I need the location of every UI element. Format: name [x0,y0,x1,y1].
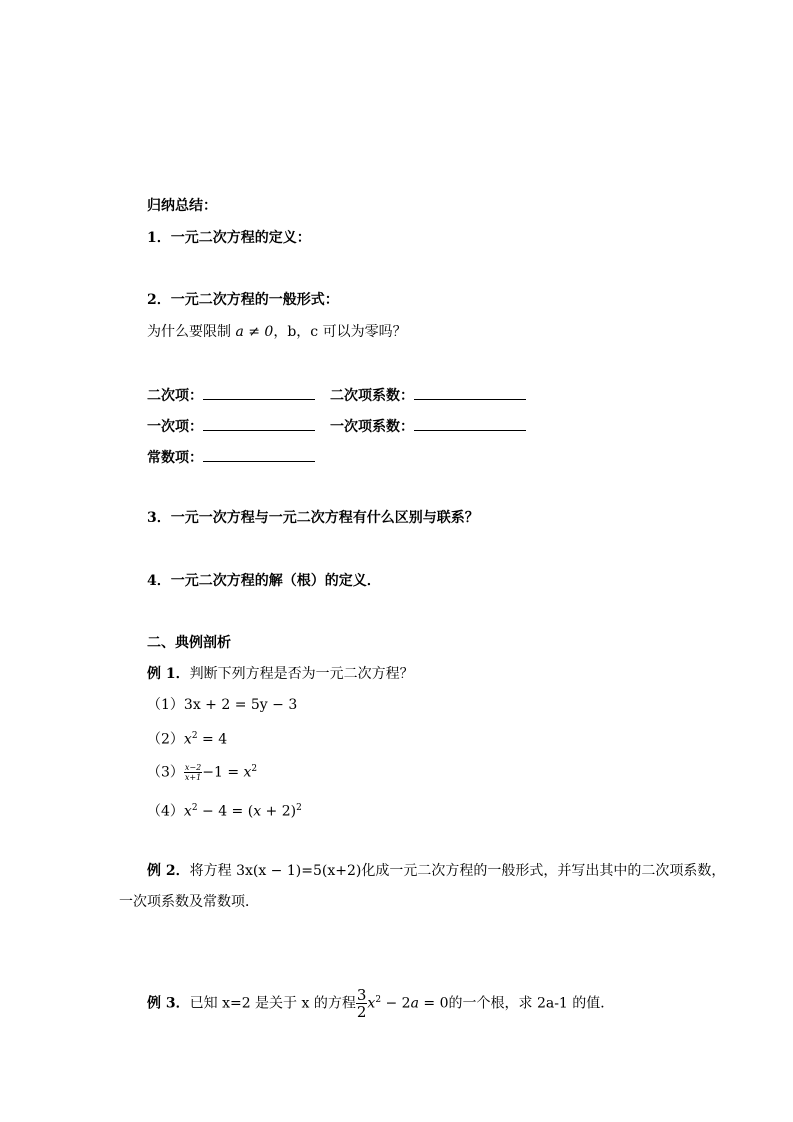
math-exponent: 2 [296,803,302,813]
math-var: x [183,803,192,820]
field-quad-term-label: 二次项： [147,388,203,404]
example-1-item-2 [147,727,227,749]
example-2-label: 例 2． [147,863,190,879]
math-exponent: 2 [251,764,258,774]
math-fraction [184,763,202,782]
example-1-item-4 [147,799,302,821]
lin-term-blank[interactable] [203,416,315,431]
example-3 [147,983,614,1021]
item-expression: 3x + 2 = 5y − 3 [183,697,298,713]
summary-item-1: 1．一元二次方程的定义： [147,230,311,246]
fraction-denominator: 2 [356,1003,367,1022]
field-lin-term [147,416,315,436]
example-3-rest: 的一个根，求 2a-1 的值． [448,995,615,1012]
fraction-numerator: 3 [356,986,367,1005]
summary-heading: 归纳总结： [147,198,217,214]
item-label: （4） [147,803,184,820]
summary-item-4: 4．一元二次方程的解（根）的定义． [147,573,381,589]
summary-item-3: 3．一元一次方程与一元二次方程有什么区别与联系？ [147,510,479,526]
math-exponent: 2 [375,995,382,1005]
const-term-blank[interactable] [203,447,315,462]
lin-coef-blank[interactable] [414,416,526,431]
math-exponent: 2 [191,803,198,813]
item-label: （2） [147,731,184,748]
example-3-text: 已知 x=2 是关于 x 的方程 [189,995,356,1012]
field-quad-coef-label: 二次项系数： [330,388,414,404]
examples-heading: 二、典例剖析 [147,635,231,651]
item-expression: + 2) [261,803,297,820]
example-2-line-1 [147,862,725,880]
summary-question [147,323,407,341]
example-2-line-2: 一次项系数及常数项． [119,894,259,910]
field-lin-coef-label: 一次项系数： [330,419,414,435]
quad-term-blank[interactable] [203,385,315,400]
math-var: x [183,731,192,748]
example-1 [147,665,414,683]
summary-item-2: 2．一元二次方程的一般形式： [147,292,339,308]
question-math: a ≠ 0 [235,324,274,340]
field-quad-term [147,385,315,405]
item-expression: = 4 [197,731,228,748]
example-1-item-1 [147,696,297,714]
math-fraction [356,987,368,1020]
item-expression: − 4 = ( [197,803,254,820]
math-var: x [253,803,262,820]
example-3-label: 例 3． [147,995,190,1012]
example-1-label: 例 1． [147,666,190,682]
math-exponent: 2 [191,731,198,741]
math-var: a [410,995,419,1012]
math-var: x [243,764,252,781]
item-expression: = 0 [418,995,449,1012]
field-lin-term-label: 一次项： [147,419,203,435]
quad-coef-blank[interactable] [414,385,526,400]
fraction-denominator: x+1 [184,773,202,783]
example-1-item-3 [147,760,257,782]
example-1-text: 判断下列方程是否为一元二次方程？ [189,666,414,682]
field-quad-coef [330,385,526,405]
item-expression: − 2 [381,995,411,1012]
field-lin-coef [330,416,526,436]
question-text: 为什么要限制 [147,324,231,340]
fraction-numerator: x−2 [184,763,202,773]
field-const-term-label: 常数项： [147,450,203,466]
item-label: （3） [147,764,184,781]
field-const-term [147,447,315,467]
item-expression: −1 = [202,764,244,781]
math-var: x [367,995,376,1012]
question-rest: ，b，c 可以为零吗？ [273,324,407,340]
example-2-text: 将方程 3x(x − 1)=5(x+2)化成一元二次方程的一般形式，并写出其中的二次项系数， [189,863,726,879]
item-label: （1） [147,697,184,713]
